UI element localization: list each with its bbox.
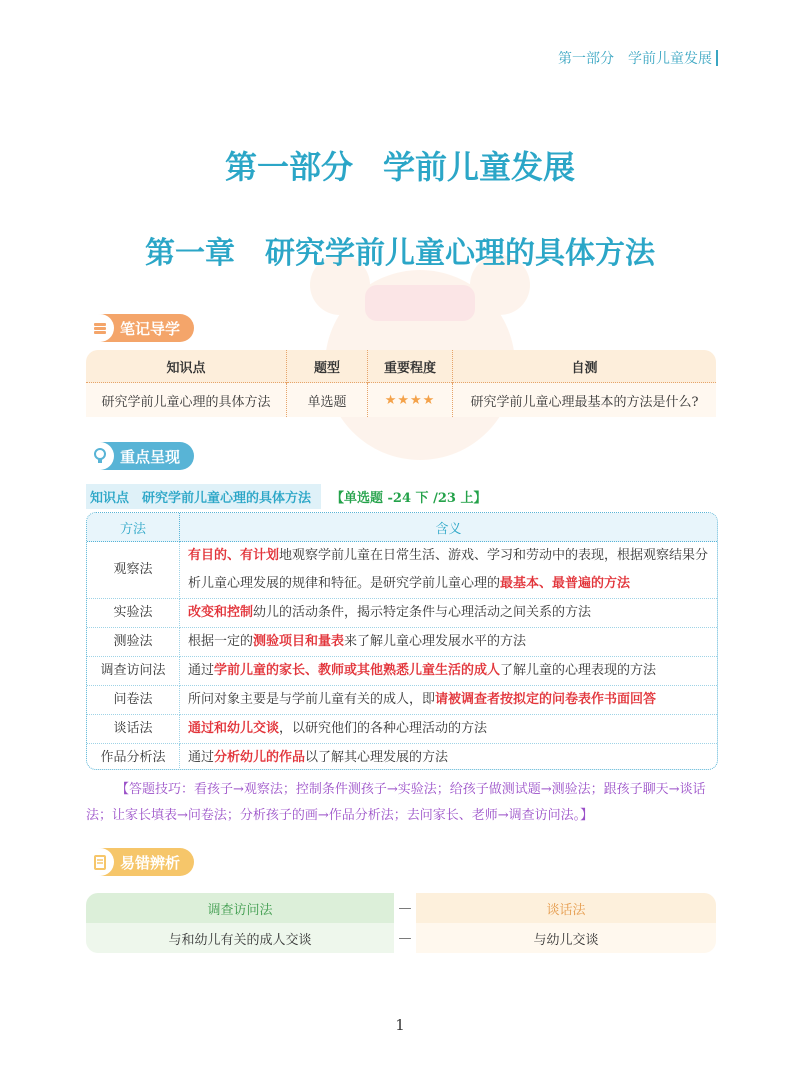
table-cell: 改变和控制幼儿的活动条件，揭示特定条件与心理活动之间关系的方法 (180, 599, 718, 628)
self-test-cell: 研究学前儿童心理最基本的方法是什么? (453, 383, 717, 418)
table-cell: 问卷法 (87, 686, 180, 715)
col-knowledge-point: 知识点 (86, 350, 287, 383)
survey-method-title: 调查访问法 (86, 893, 394, 923)
table-cell: 作品分析法 (87, 744, 180, 771)
table-row (87, 744, 717, 771)
col-meaning: 含义 (180, 513, 718, 542)
table-cell: 通过学前儿童的家长、教师或其他熟悉儿童生活的成人了解儿童的心理表现的方法 (180, 657, 718, 686)
error-compare-header (86, 893, 716, 923)
key-points-tag: 重点呈现 (88, 442, 194, 470)
table-row (87, 657, 717, 686)
col-question-type: 题型 (287, 350, 368, 383)
survey-method-desc: 与和幼儿有关的成人交谈 (86, 923, 394, 953)
table-cell: 测验法 (87, 628, 180, 657)
table-row (87, 599, 717, 628)
answer-tips: 【答题技巧：看孩子→观察法；控制条件测孩子→实验法；给孩子做测试题→测验法；跟孩子聊天→谈话法；让家长填表→问卷法；分析孩子的画→作品分析法；去问家长、老师→调查访问法。】 (86, 782, 706, 823)
col-method: 方法 (87, 513, 180, 542)
methods-table (87, 513, 717, 770)
error-analysis-tag: 易错辨析 (88, 848, 194, 876)
col-importance: 重要程度 (368, 350, 453, 383)
table-cell: 根据一定的测验项目和量表来了解儿童心理发展水平的方法 (180, 628, 718, 657)
conversation-method-desc: 与幼儿交谈 (416, 923, 716, 953)
table-cell: 通过分析幼儿的作品以了解其心理发展的方法 (188, 750, 449, 765)
header-section: 学前儿童发展 (628, 51, 712, 67)
table-row (87, 715, 717, 744)
importance-stars: ★★★★ (368, 383, 453, 418)
col-self-test: 自测 (453, 350, 717, 383)
table-cell: 通过和幼儿交谈，以研究他们的各种心理活动的方法 (180, 715, 718, 744)
table-row (87, 628, 717, 657)
part-title: 第一部分 学前儿童发展 (224, 148, 576, 186)
question-type-cell: 单选题 (287, 383, 368, 418)
knowledge-point-line (86, 484, 486, 509)
table-cell: 调查访问法 (87, 657, 180, 686)
lightbulb-icon (86, 442, 114, 470)
notes-guide-table (86, 350, 716, 417)
table-row (87, 542, 717, 599)
knowledge-point-cell: 研究学前儿童心理的具体方法 (86, 383, 287, 418)
methods-table-box (86, 512, 718, 770)
conversation-method-title: 谈话法 (416, 893, 716, 923)
notebook-icon (86, 848, 114, 876)
table-cell: 所问对象主要是与学前儿童有关的成人，即请被调查者按拟定的问卷表作书面回答 (180, 686, 718, 715)
header-part: 第一部分 (558, 51, 614, 67)
header-bar (716, 50, 718, 66)
knowledge-point-label: 知识点 研究学前儿童心理的具体方法 (86, 484, 321, 509)
compare-connector: — (398, 900, 412, 916)
table-row (87, 686, 717, 715)
compare-connector: — (398, 930, 412, 946)
page-number: 1 (395, 1016, 405, 1034)
table-row (86, 383, 716, 418)
table-cell: 观察法 (87, 542, 180, 599)
exam-source: 【单选题 -24 下 /23 上】 (331, 491, 487, 506)
running-header (558, 48, 718, 68)
notes-guide-tag: 笔记导学 (88, 314, 194, 342)
table-cell: 实验法 (87, 599, 180, 628)
table-cell: 有目的、有计划地观察学前儿童在日常生活、游戏、学习和劳动中的表现，根据观察结果分析儿童心理发展的规律和特征。是研究学前儿童心理的最基本、最普遍的方法 (180, 542, 718, 599)
error-compare-body (86, 923, 716, 953)
table-cell: 谈话法 (87, 715, 180, 744)
chapter-title: 第一章 研究学前儿童心理的具体方法 (145, 236, 655, 271)
book-icon (86, 314, 114, 342)
